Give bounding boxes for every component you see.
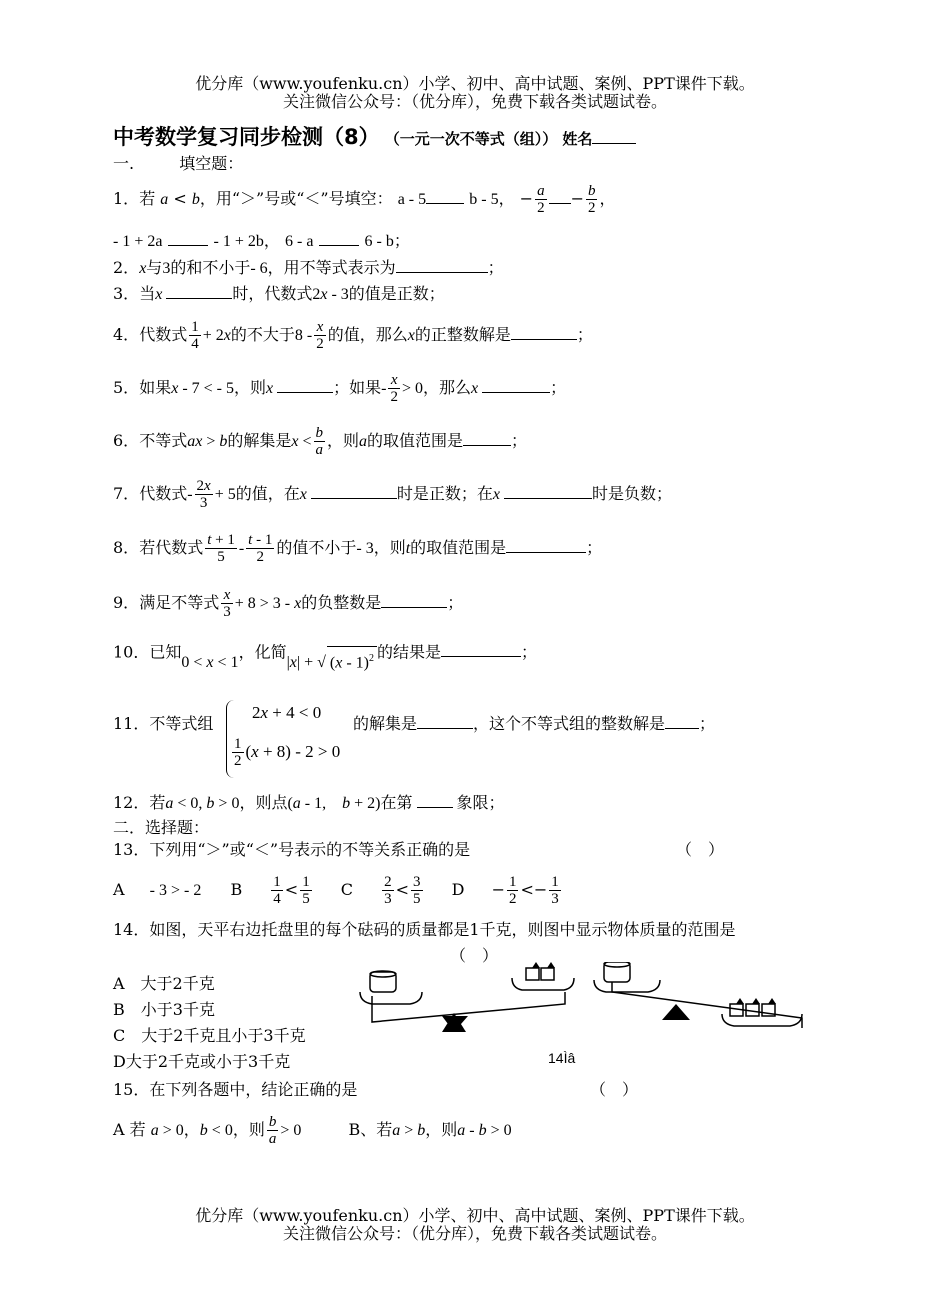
q9-end: ；: [447, 593, 464, 612]
q2-blank[interactable]: [396, 258, 488, 273]
question-15: [113, 1080, 357, 1100]
q15-text: 在下列各题中，结论正确的是: [149, 1080, 358, 1099]
q11-num: 11．: [113, 714, 150, 733]
q14-text: 如图，天平右边托盘里的每个砝码的质量都是1千克，则图中显示物体质量的范围是: [149, 920, 736, 939]
q11-blank-2[interactable]: [665, 714, 699, 729]
q8-text-2: 的值不小于: [276, 538, 357, 557]
left-balance-left-pan: [360, 992, 422, 1004]
q15-option-b-then: ，则: [425, 1120, 458, 1139]
q7-text-1: 代数式: [139, 484, 188, 503]
q4-frac-1-4: $\frac{1}{4}$: [191, 319, 199, 352]
question-4: 4．代数式 $\frac{1}{4}$ + 2x的不大于8 - $\frac{x}{2}$ 的值，那么x的正整数解是 ；: [113, 319, 593, 352]
question-10: 10．已知0 < x < 1，化简|x| + √ (x - 1)$^2$ 的结果是 ；: [113, 636, 537, 665]
q5-end: ；: [550, 378, 567, 397]
left-balance-object: [370, 972, 396, 992]
section-1-heading: [113, 154, 243, 174]
q1-blank-2[interactable]: [549, 189, 571, 204]
q5-blank-2[interactable]: [482, 378, 550, 393]
q13-options: A - 3 > - 2 B $\frac{1}{4}$ < $\frac{1}{5}$ C $\frac{2}{3}$ < $\frac{3}{5}$ D − $\frac{1}{2}$ <− $\frac{1}{3}$: [113, 874, 559, 907]
question-14: [113, 920, 736, 940]
q11-ineq-2: $\frac{1}{2}$ (x + 8) - 2 > 0: [234, 736, 341, 769]
q15-options: A 若 a > 0，b < 0，则 $\frac{b}{a}$ > 0 B、若a > b，则a - b > 0: [113, 1114, 512, 1147]
q3-num: 3．: [113, 284, 140, 303]
page-title: [113, 124, 636, 152]
q8-frac-1: $\frac{t + 1}{5}$: [207, 532, 235, 565]
title-sub: （一元一次不等式（组））: [384, 130, 558, 148]
q11-text-2: 的解集是: [353, 714, 418, 733]
q8-end: ；: [586, 538, 603, 557]
q10-num: 10．: [113, 642, 150, 662]
q8-frac-2: $\frac{t - 1}{2}$: [248, 532, 273, 565]
header-line-2: 关注微信公众号：（优分库），免费下载各类试题试卷。: [282, 92, 667, 111]
q4-num: 4．: [113, 325, 140, 344]
weight-2: [541, 968, 554, 980]
section-1-num: 一.: [113, 154, 135, 173]
question-1-cont: [113, 231, 410, 252]
q11-end: ；: [699, 714, 716, 733]
name-label: 姓名: [562, 130, 593, 148]
question-12: 12．若a < 0, b > 0，则点(a - 1, b + 2)在第 象限；: [113, 793, 505, 812]
q3-text-1: 当: [139, 284, 156, 303]
q1-blank-3[interactable]: [168, 231, 208, 246]
q14-answer-paren[interactable]: （ ）: [450, 946, 499, 965]
q13-text: 下列用“＞”或“＜”号表示的不等关系正确的是: [149, 840, 471, 859]
q15-answer-paren[interactable]: （ ）: [590, 1080, 639, 1099]
q15-option-a-label: A 若: [113, 1120, 146, 1139]
q15-option-b-label: B、若: [348, 1120, 393, 1139]
q10-text-1: 已知: [149, 642, 182, 662]
q2-text-1: 与: [146, 258, 163, 277]
q7-num: 7．: [113, 484, 140, 503]
q4-blank[interactable]: [511, 325, 577, 340]
q4-text-1: 代数式: [139, 325, 188, 344]
q10-text-2: ，化简: [238, 642, 287, 662]
q7-text-4: 时是负数；: [591, 484, 672, 503]
question-1: 1．若 a < b，用“＞”号或“＜”号填空： a - 5 b - 5， − $\frac{a}{2}$ − $\frac{b}{2}$ ，: [113, 183, 616, 216]
q5-text-4: ，那么: [423, 378, 472, 397]
q1-frac-a2: $\frac{a}{2}$: [537, 183, 545, 216]
q10-end: ；: [521, 642, 538, 662]
q1-num: 1．: [113, 189, 140, 208]
q8-text-4: 的取值范围是: [410, 538, 507, 557]
figure-label: 14Ìâ: [548, 1050, 576, 1066]
q4-text-4: 的正整数解是: [414, 325, 511, 344]
q3-blank[interactable]: [166, 284, 232, 299]
q8-text-3: ，则: [373, 538, 406, 557]
weight-1: [526, 968, 539, 980]
q14-option-c[interactable]: C 大于2千克且小于3千克: [113, 1026, 306, 1045]
q5-text-3: ；如果: [333, 378, 382, 397]
q13-answer-paren[interactable]: （ ）: [676, 840, 725, 859]
q8-num: 8．: [113, 538, 140, 557]
q7-text-3: 时是正数；在: [396, 484, 493, 503]
q14-num: 14．: [113, 920, 150, 939]
q10-text-3: 的结果是: [377, 642, 442, 662]
q6-text-3: ，则: [327, 431, 360, 450]
q12-text-2: ，则点: [239, 793, 288, 812]
q11-ineq-1: 2x + 4 < 0: [252, 703, 322, 722]
q11-text-1: 不等式组: [149, 714, 214, 733]
title-main: 中考数学复习同步检测（8）: [113, 125, 380, 149]
q13-option-b-label: B: [230, 880, 243, 899]
question-8: 8．若代数式 $\frac{t + 1}{5}$ - $\frac{t - 1}{2}$ 的值不小于- 3，则t的取值范围是 ；: [113, 532, 603, 565]
q7-blank-1[interactable]: [311, 484, 397, 499]
q8-text-1: 若代数式: [139, 538, 204, 557]
question-3: 3．当x 时，代数式2x - 3的值是正数；: [113, 284, 445, 303]
q6-text-1: 不等式: [139, 431, 188, 450]
q12-blank[interactable]: [417, 793, 453, 808]
q2-num: 2．: [113, 258, 140, 277]
q7-frac-2x-3: $\frac{2x}{3}$: [196, 478, 211, 511]
q1-expr-2: b - 5，: [469, 191, 515, 208]
q1-text: 若: [139, 189, 156, 208]
question-9: 9．满足不等式 $\frac{x}{3}$ + 8 > 3 - x的负整数是 ；: [113, 587, 464, 620]
q1-expr-1: a - 5: [397, 191, 427, 208]
question-13: [113, 840, 470, 860]
q4-frac-x-2: $\frac{x}{2}$: [316, 319, 324, 352]
q6-text-2: 的解集是: [227, 431, 292, 450]
q9-text-1: 满足不等式: [139, 593, 220, 612]
q12-num: 12．: [113, 793, 150, 812]
q2-text-3: ，用不等式表示为: [267, 258, 396, 277]
footer-line-2: 关注微信公众号：（优分库），免费下载各类试题试卷。: [282, 1224, 667, 1243]
q5-text-2: ，则: [234, 378, 267, 397]
q5-blank-1[interactable]: [277, 378, 333, 393]
q15-num: 15．: [113, 1080, 150, 1099]
question-6: 6．不等式ax > b的解集是x < $\frac{b}{a}$ ，则a的取值范围是 ；: [113, 425, 528, 458]
q11-blank-1[interactable]: [417, 714, 473, 729]
footer-line-1: 优分库（www.youfenku.cn）小学、初中、高中试题、案例、PPT课件下载。: [195, 1206, 755, 1225]
q1-blank-1[interactable]: [426, 189, 464, 204]
balance-figure: [350, 962, 820, 1048]
q6-end: ；: [511, 431, 528, 450]
name-blank[interactable]: [592, 129, 636, 144]
section-1-label: 填空题：: [179, 154, 244, 173]
right-balance-object: [604, 962, 630, 982]
q1-expr-3: - 1 + 2a: [113, 233, 163, 250]
q13-option-d-label: D: [451, 880, 465, 899]
q12-text-1: 若: [149, 793, 166, 812]
q7-text-2: 的值，在: [235, 484, 300, 503]
q2-text-2: 的和不小于: [170, 258, 251, 277]
q9-num: 9．: [113, 593, 140, 612]
q1-expr-6: 6 - b；: [364, 233, 410, 250]
q4-text-3: 的值，那么: [327, 325, 408, 344]
q9-text-2: 的负整数是: [301, 593, 382, 612]
q9-blank[interactable]: [381, 593, 447, 608]
q1-blank-4[interactable]: [319, 231, 359, 246]
q2-end: ；: [487, 258, 504, 277]
q14-option-d[interactable]: D大于2千克或小于3千克: [113, 1052, 291, 1071]
q6-frac-b-a: $\frac{b}{a}$: [315, 425, 323, 458]
q13-num: 13．: [113, 840, 150, 859]
question-11-tail: [353, 714, 715, 734]
q5-num: 5．: [113, 378, 140, 397]
q15-option-a-then: ，则: [232, 1120, 265, 1139]
question-2: 2．x与3的和不小于- 6，用不等式表示为 ；: [113, 258, 504, 277]
question-5: 5．如果x - 7 < - 5，则x ；如果- $\frac{x}{2}$ > 0，那么x ；: [113, 372, 567, 405]
q6-text-4: 的取值范围是: [367, 431, 464, 450]
q12-text-4: 象限；: [456, 793, 505, 812]
q1-frac-b2: $\frac{b}{2}$: [587, 183, 596, 216]
q14-option-b[interactable]: B 小于3千克: [113, 1000, 215, 1019]
q5-frac-x-2: $\frac{x}{2}$: [390, 372, 398, 405]
q6-num: 6．: [113, 431, 140, 450]
q13-option-c-label: C: [340, 880, 354, 899]
q11-text-3: ，这个不等式组的整数解是: [473, 714, 666, 733]
q13-option-a-label: A: [113, 880, 125, 899]
q6-blank[interactable]: [463, 431, 511, 446]
q10-blank[interactable]: [441, 642, 521, 657]
q7-blank-2[interactable]: [504, 484, 592, 499]
question-7: 7．代数式- $\frac{2x}{3}$ + 5的值，在x 时是正数；在x 时是负数；: [113, 478, 672, 511]
header-line-1: 优分库（www.youfenku.cn）小学、初中、高中试题、案例、PPT课件下载。: [195, 74, 755, 93]
q1-expr-4: - 1 + 2b，: [213, 233, 280, 250]
q4-text-2: 的不大于: [230, 325, 295, 344]
q1-expr-5: 6 - a: [285, 233, 314, 250]
q1-text-2: ，用“＞”号或“＜”号填空：: [199, 189, 393, 208]
q12-text-3: 在第: [380, 793, 413, 812]
question-11-num: [113, 714, 213, 734]
q3-text-3: 的值是正数；: [348, 284, 445, 303]
q5-text-1: 如果: [139, 378, 172, 397]
q4-end: ；: [576, 325, 593, 344]
right-balance-beam: [612, 982, 802, 1028]
section-2-heading: 二．选择题：: [113, 818, 210, 837]
q8-blank[interactable]: [506, 538, 586, 553]
q3-text-2: 时，代数式: [232, 284, 313, 303]
q9-frac-x-3: $\frac{x}{3}$: [223, 587, 231, 620]
right-fulcrum: [662, 1004, 690, 1020]
q14-option-a[interactable]: A 大于2千克: [113, 974, 215, 993]
left-balance-beam: [372, 992, 565, 1022]
